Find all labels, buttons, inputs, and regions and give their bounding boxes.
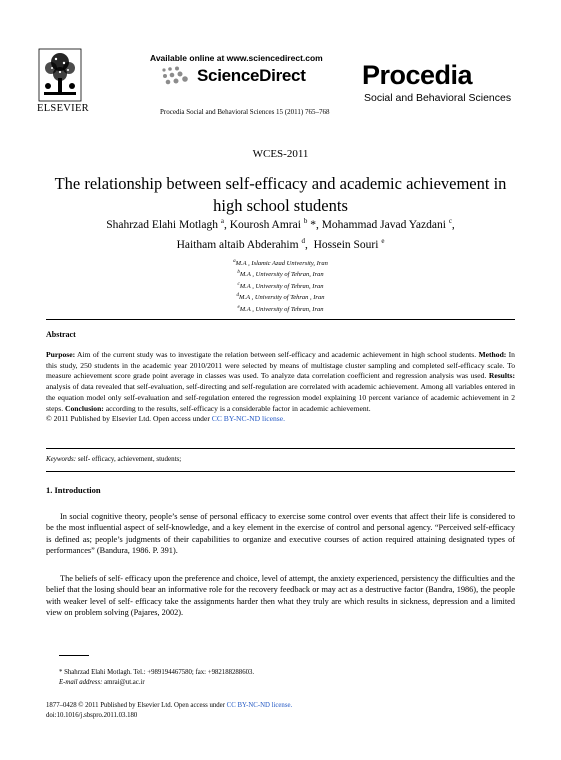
keywords-rule	[46, 448, 515, 449]
intro-paragraph-2: The beliefs of self- efficacy upon the preference and choice, level of attempt, the anxiety experienced, persistency the difficulties and the belief that the losing should bear an informative role for the recovery feedback or may act as a destructive factor (Bandra, 1986), the people with weaker level of self- efficacy take the assignments harder then what they truly are which results in sickness, depression and a limited view on problem solving (Pajares, 2002).	[46, 574, 515, 617]
conference-name: WCES-2011	[252, 148, 309, 160]
author-name: Kourosh Amrai	[229, 218, 301, 231]
affiliation-item: $^b$M.A , University of Tehran, Iran	[237, 270, 324, 279]
sciencedirect-logo: ScienceDirect	[197, 66, 306, 85]
keywords-text: self- efficacy, achievement, students;	[77, 455, 182, 463]
procedia-logo-title: Procedia	[362, 60, 473, 90]
journal-reference: Procedia Social and Behavioral Sciences 15 (2011) 765–768	[160, 108, 330, 116]
author-name: Shahrzad Elahi Motlagh	[106, 218, 218, 231]
license-link[interactable]: CC BY-NC-ND license.	[211, 414, 285, 424]
keywords-label: Keywords:	[46, 455, 77, 463]
author-name: Mohammad Javad Yazdani	[321, 218, 446, 231]
issn-text: 1877–0428 © 2011 Published by Elsevier Ltd. Open access under	[46, 702, 225, 709]
purpose-text: Aim of the current study was to investigate the relation between self-efficacy and academic achievement in high school students.	[77, 350, 477, 359]
method-text: In this study, 250 students in the academic year 2010/2011 were selected by means of multistage cluster sampling and completed self-efficacy scale. To measure achievement score grade point average in classes was used. To analyze data correlation coefficient and regression analysis was used.	[46, 350, 515, 381]
affiliation-item: $^c$M.A , University of Tehran, Iran	[237, 281, 324, 291]
title-line-1: The relationship between self-efficacy and academic achievement in	[54, 174, 507, 193]
footnote-rule	[59, 655, 89, 656]
section-heading-introduction: 1. Introduction	[46, 485, 101, 495]
abstract-bottom-rule	[46, 471, 515, 472]
procedia-logo-subtitle: Social and Behavioral Sciences	[364, 92, 512, 104]
author-superscript: a	[220, 217, 224, 225]
author-name: Hossein Souri	[313, 238, 379, 251]
email-line	[59, 678, 254, 688]
author-name: Haitham altaib Abderahim	[176, 238, 299, 251]
bottom-copyright-block	[46, 701, 292, 721]
elsevier-logo-text: ELSEVIER	[37, 103, 89, 114]
method-label: Method:	[478, 350, 507, 359]
purpose-label: Purpose:	[46, 350, 76, 359]
author-list: Shahrzad Elahi Motlagh $^a$, Kourosh Amrai $^b$ *, Mohammad Javad Yazdani $^c$, Haitham altaib Abderahim $^d$, Hossein Souri $^e$	[106, 217, 455, 251]
author-superscript: b	[303, 217, 308, 225]
affiliation-item: $^e$M.A , University of Tehran, Iran	[237, 304, 324, 313]
corresponding-author-footnote	[59, 668, 254, 688]
bottom-license-link[interactable]: CC BY-NC-ND license.	[226, 702, 293, 709]
author-superscript: d	[301, 236, 305, 245]
abstract-top-rule	[46, 319, 515, 320]
issn-line	[46, 701, 292, 711]
results-label: Results:	[488, 371, 515, 381]
conclusion-text: according to the results, self-efficacy is a considerable factor in academic achievement.	[105, 403, 371, 413]
intro-paragraph-1: In social cognitive theory, people’s sense of personal efficacy to exercise some control over events that affect their life is considered to be the most influential aspect of self-knowledge, and a key element in the exercise of control and personal agency. “Perceived self-efficacy is defined as; people’s judgments of their capabilities to organize and executive courses of action required attaining designated types of performances” (Bandura, 1986. P. 391).	[46, 512, 515, 555]
sciencedirect-dots-icon	[160, 66, 194, 86]
author-superscript: c	[448, 217, 452, 225]
elsevier-tree-logo-icon	[38, 48, 82, 104]
copyright-text: © 2011 Published by Elsevier Ltd. Open access under	[46, 414, 210, 424]
abstract-heading: Abstract	[46, 330, 76, 339]
affiliation-item: $^a$M.A , Islamic Azad University, Iran	[233, 259, 328, 268]
results-text: analysis of data revealed that self-evaluation, self-directing and self-regulation are correlated with academic achievement. Among all variables entered in the equation model only self-evaluation and self-regulation entered the regression model explaining 10 percent variance of academic achievement in 2 steps.	[46, 382, 515, 413]
abstract-body	[46, 350, 515, 425]
author-superscript: e	[381, 236, 385, 245]
corresponding-author-contact: * Shahrzad Elahi Motlagh. Tel.: +989194467580; fax: +982188288603.	[59, 669, 255, 676]
email-address[interactable]: amrai@ut.ac.ir	[104, 679, 145, 686]
affiliation-list	[30, 257, 531, 314]
available-online-text: Available online at www.sciencedirect.com	[150, 53, 323, 63]
affiliation-item: $^d$M.A , University of Tehran , Iran	[236, 293, 325, 302]
keywords-line	[46, 455, 181, 463]
paper-title	[30, 173, 531, 217]
conclusion-label: Conclusion:	[65, 403, 104, 413]
doi-text: doi:10.1016/j.sbspro.2011.03.180	[46, 712, 138, 719]
email-label: E-mail address:	[59, 679, 103, 686]
title-line-2: high school students	[213, 196, 348, 215]
